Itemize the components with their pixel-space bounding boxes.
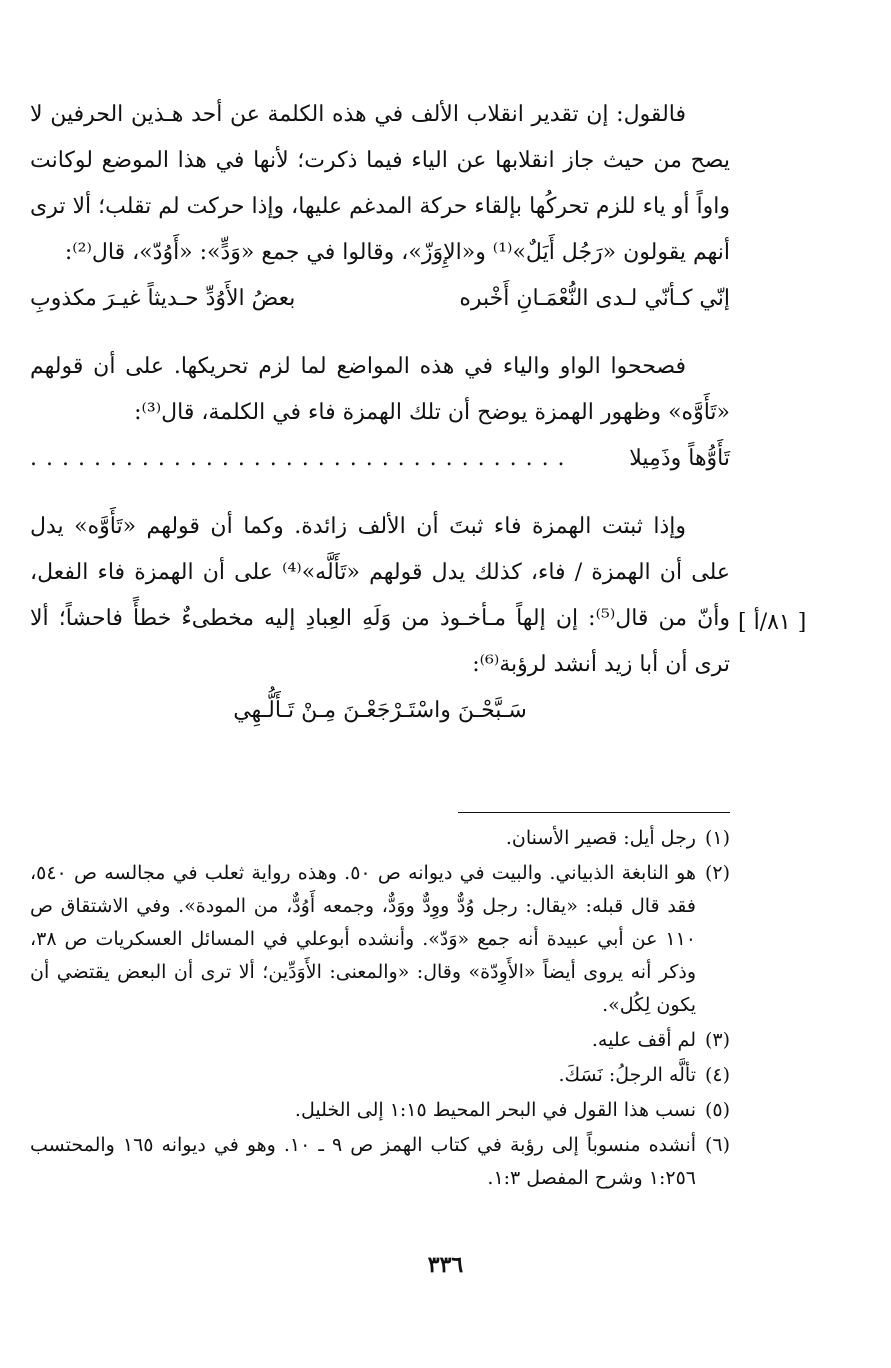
poem-verse-1 — [30, 276, 730, 322]
footnote-text: لم أقف عليه. — [591, 1029, 696, 1051]
footnote-4 — [30, 1059, 730, 1092]
manuscript-folio-note: [ ٨١/أ ] — [738, 610, 807, 635]
footnote-number: (٥) — [704, 1099, 730, 1121]
footnote-number: (١) — [704, 827, 730, 849]
footnote-2 — [30, 857, 730, 1022]
paragraph-2: فصححوا الواو والياء في هذه المواضع لما لزم تحريكها. على أن قولهم «تَأَوَّه» وظهور الهمزة يوضح أن تلك الهمزة فاء في الكلمة، قال⁽³⁾: — [30, 354, 730, 425]
paragraph-1: فالقول: إن تقدير انقلاب الألف في هذه الكلمة عن أحد هـذين الحرفين لا يصح من حيث جاز انقلابها عن الياء فيما ذكرت؛ لأنها في هذا الموضع لوكانت واواً أو ياء للزم تحركُها بإلقاء حركة المدغم عليها، وإذا حركت لم تقلب؛ ألا ترى أنهم يقولون «رَجُل أَيَلٌ»⁽¹⁾ و«الإِوَزّ»، وقالوا في جمع «وَدٍّ»: «أَوُدّ»، قال⁽²⁾: — [30, 102, 730, 265]
footnote-1 — [30, 822, 730, 855]
footnote-text: تألَّه الرجلُ: نَسَكَ. — [558, 1064, 696, 1086]
main-text — [30, 92, 730, 734]
footnote-number: (٢) — [704, 862, 730, 884]
footnote-3 — [30, 1024, 730, 1057]
verse-1-first-hemistich: إنّي كـأنّي لـدى النُّعْمَـانِ أَخْبره — [459, 286, 730, 311]
footnote-number: (٣) — [704, 1029, 730, 1051]
footnote-divider — [458, 812, 730, 813]
footnote-5 — [30, 1094, 730, 1127]
footnote-text: أنشده منسوباً إلى رؤبة في كتاب الهمز ص ٩ ـ ١٠. وهو في ديوانه ١٦٥ والمحتسب ١:٢٥٦ وشرح المفصل ١:٣. — [30, 1134, 697, 1189]
footnote-number: (٤) — [704, 1064, 730, 1086]
page-number: ٣٣٦ — [427, 1252, 464, 1278]
verse-2-text: تَأَوُّهاً وذَمِيلا — [629, 446, 730, 471]
poem-verse-3: سَـبَّحْـنَ واسْتَـرْجَعْـنَ مِـنْ تَـأَلُّـهِي — [233, 698, 527, 723]
verse-2-ellipsis: . . . . . . . . . . . . . . . . . . . . . . . . . . . . . . . . . . — [30, 446, 566, 471]
footnote-text: رجل أيل: قصير الأسنان. — [505, 827, 696, 849]
footnotes — [30, 822, 730, 1197]
footnote-text: نسب هذا القول في البحر المحيط ١:١٥ إلى الخليل. — [294, 1099, 696, 1121]
verse-1-second-hemistich: بعضُ الأَوُدِّ حـديثاً غيـرَ مكذوبِ — [30, 286, 296, 311]
paragraph-3: وإذا ثبتت الهمزة فاء ثبتَ أن الألف زائدة. وكما أن قولهم «تَأَوَّه» يدل على أن الهمزة / فاء، كذلك يدل قولهم «تَأَلَّه»⁽⁴⁾ على أن الهمزة فاء الفعل، وأنّ من قال⁽⁵⁾: إن إلهاً مـأخـوذ من وَلَهِ العِبادِ إليه مخطىءٌ خطأً فاحشاً؛ ألا ترى أن أبا زيد أنشد لرؤبة⁽⁶⁾: — [30, 514, 730, 677]
poem-verse-2 — [30, 436, 730, 482]
footnote-6 — [30, 1129, 730, 1195]
footnote-number: (٦) — [704, 1134, 730, 1156]
footnote-text: هو النابغة الذبياني. والبيت في ديوانه ص ٥٠. وهذه رواية ثعلب في مجالسه ص ٥٤٠، فقد قال قبله: «يقال: رجل وُدٌّ ووِدٌّ ووَدٌّ، وجمعه أَوُدٌّ، من المودة». وفي الاشتقاق ص ١١٠ عن أبي عبيدة أنه جمع «وَدّ». وأنشده أبوعلي في المسائل العسكريات ص ٣٨، وذكر أنه يروى أيضاً «الأَوِدّة» وقال: «والمعنى: الأَوَدِّين؛ ألا ترى أن البعض يقتضي أن يكون لِكُل». — [30, 862, 696, 1016]
